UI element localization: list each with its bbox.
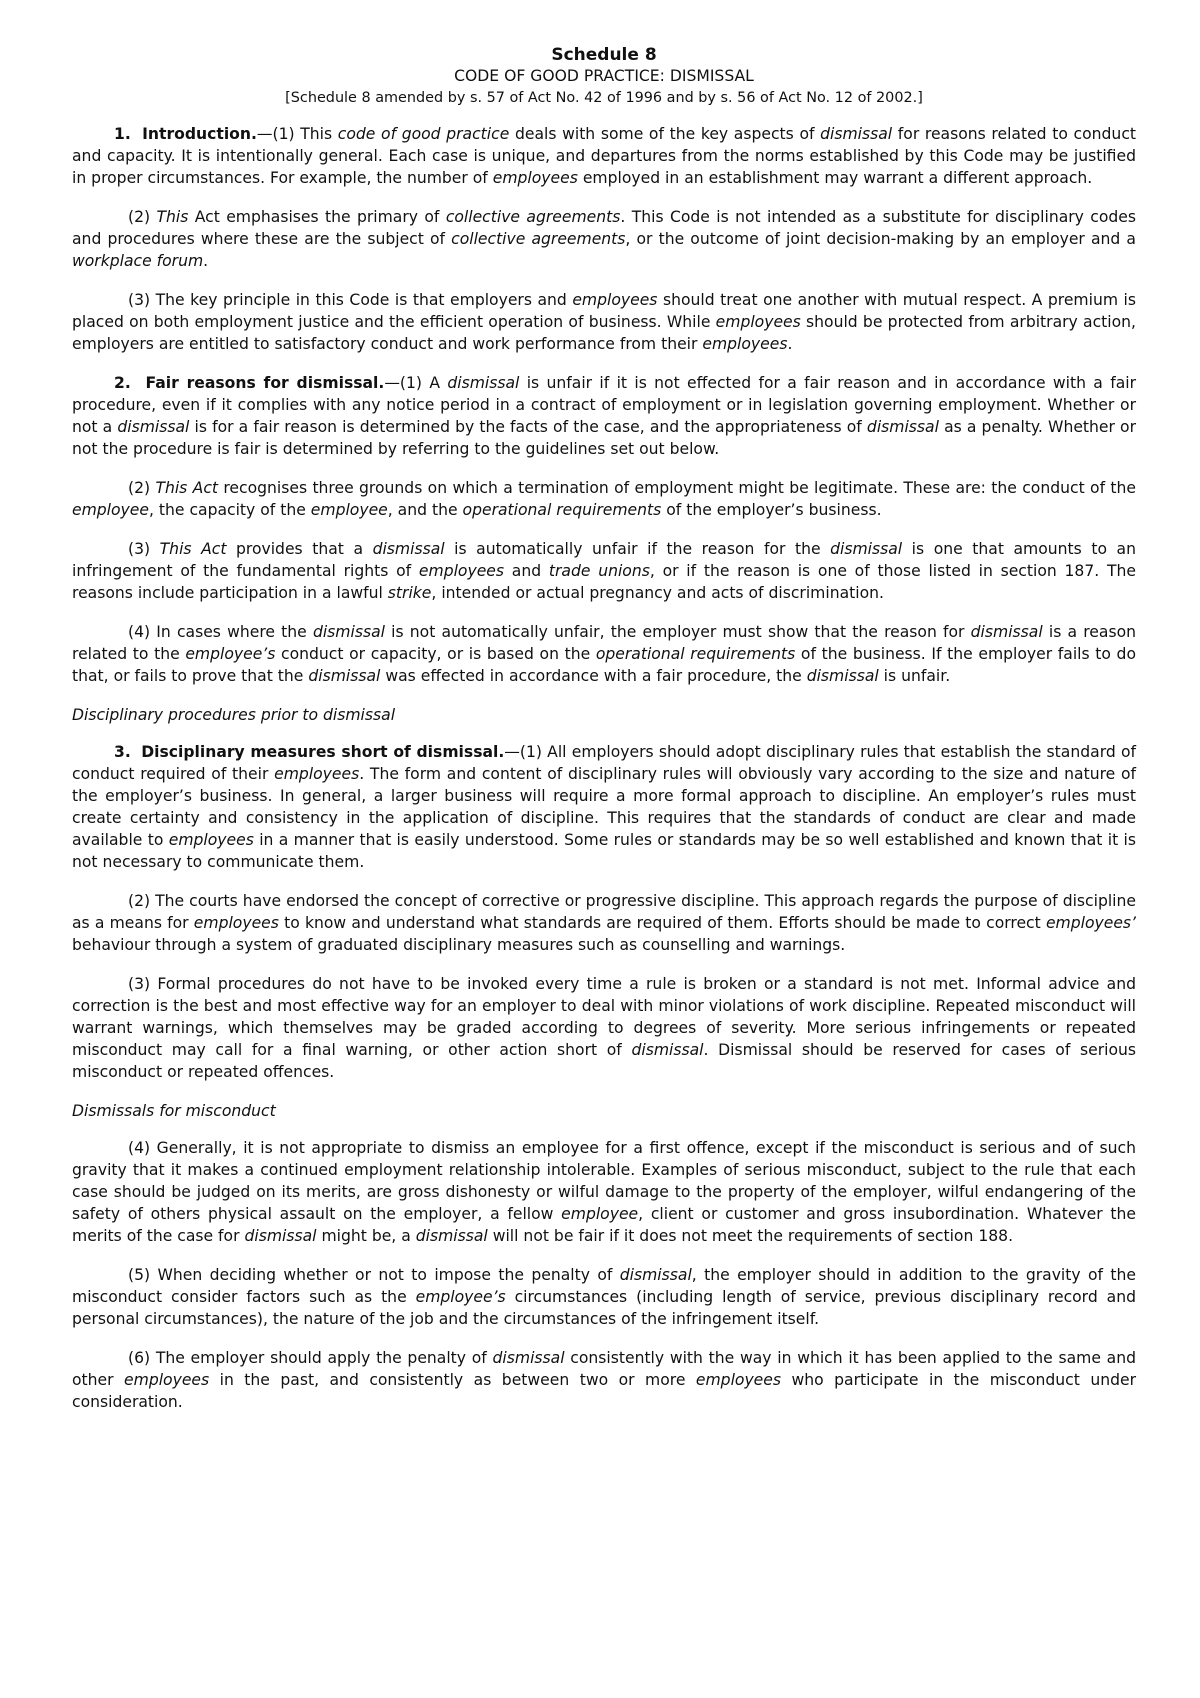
section-3-paragraph-6: (6) The employer should apply the penalty of dismissal consistently with the way in which it has been applied to the same and other employees in the past, and consistently as between two or more employees who participate in the misconduct under consideration. <box>72 1349 1137 1411</box>
section-2-paragraph-3: (3) This Act provides that a dismissal is automatically unfair if the reason for the dismissal is one that amounts to an infringement of the fundamental rights of employees and trade unions, or if the reason is one of those listed in section 187. The reasons include participation in a lawful strike, intended or actual pregnancy and acts of discrimination. <box>72 540 1136 602</box>
section-1-paragraph-2: (2) This Act emphasises the primary of collective agreements. This Code is not intended as a substitute for disciplinary codes and procedures where these are the subject of collective agreements, or the outcome of joint decision-making by an employer and a workplace forum. <box>72 208 1137 270</box>
subheading-disciplinary-procedures: Disciplinary procedures prior to dismissal <box>72 706 396 724</box>
section-2-paragraph-1: 2. Fair reasons for dismissal.—(1) A dismissal is unfair if it is not effected for a fair reason and in accordance with a fair procedure, even if it complies with any notice period in a contract of employment or in legislation governing employment. Whether or not a dismissal is for a fair reason is determined by the facts of the case, and the appropriateness of dismissal as a penalty. Whether or not the procedure is fair is determined by referring to the guidelines set out below. <box>72 374 1136 458</box>
document-subtitle: CODE OF GOOD PRACTICE: DISMISSAL <box>454 67 754 85</box>
section-1-paragraph-1: 1. Introduction.—(1) This code of good practice deals with some of the key aspects of dismissal for reasons related to conduct and capacity. It is intentionally general. Each case is unique, and departures from the norms established by this Code may be justified in proper circumstances. For example, the number of employees employed in an establishment may warrant a different approach. <box>72 125 1137 187</box>
section-2-paragraph-4: (4) In cases where the dismissal is not automatically unfair, the employer must show that the reason for dismissal is a reason related to the employee’s conduct or capacity, or is based on the operational requirements of the business. If the employer fails to do that, or fails to prove that the dismissal was effected in accordance with a fair procedure, the dismissal is unfair. <box>72 623 1137 685</box>
section-3-paragraph-1: 3. Disciplinary measures short of dismissal.—(1) All employers should adopt disciplinary rules that establish the standard of conduct required of their employees. The form and content of disciplinary rules will obviously vary according to the size and nature of the employer’s business. In general, a larger business will require a more formal approach to discipline. An employer’s rules must create certainty and consistency in the application of discipline. This requires that the standards of conduct are clear and made available to employees in a manner that is easily understood. Some rules or standards may be so well established and known that it is not necessary to communicate them. <box>72 743 1137 871</box>
section-3-paragraph-3: (3) Formal procedures do not have to be invoked every time a rule is broken or a standard is not met. Informal advice and correction is the best and most effective way for an employer to deal with minor violations of work discipline. Repeated misconduct will warrant warnings, which themselves may be graded according to degrees of severity. More serious infringements or repeated misconduct may call for a final warning, or other action short of dismissal. Dismissal should be reserved for cases of serious misconduct or repeated offences. <box>72 975 1137 1081</box>
section-1-paragraph-3: (3) The key principle in this Code is that employers and employees should treat one another with mutual respect. A premium is placed on both employment justice and the efficient operation of business. While employees should be protected from arbitrary action, employers are entitled to satisfactory conduct and work performance from their employees. <box>72 291 1136 353</box>
document-page <box>72 44 1136 1430</box>
amendment-note: [Schedule 8 amended by s. 57 of Act No. 42 of 1996 and by s. 56 of Act No. 12 of 2002.] <box>285 90 923 106</box>
section-2-paragraph-2: (2) This Act recognises three grounds on which a termination of employment might be legitimate. These are: the conduct of the employee, the capacity of the employee, and the operational requirements of the employer’s business. <box>72 479 1136 519</box>
section-3-number: 3. <box>114 743 131 761</box>
document-title: Schedule 8 <box>551 45 657 65</box>
section-3-paragraph-5: (5) When deciding whether or not to impose the penalty of dismissal, the employer should in addition to the gravity of the misconduct consider factors such as the employee’s circumstances (including length of service, previous disciplinary record and personal circumstances), the nature of the job and the circumstances of the infringement itself. <box>72 1266 1136 1328</box>
section-3-paragraph-4: (4) Generally, it is not appropriate to dismiss an employee for a first offence, except if the misconduct is serious and of such gravity that it makes a continued employment relationship intolerable. Examples of serious misconduct, subject to the rule that each case should be judged on its merits, are gross dishonesty or wilful damage to the property of the employer, wilful endangering of the safety of others physical assault on the employer, a fellow employee, client or customer and gross insubordination. Whatever the merits of the case for dismissal might be, a dismissal will not be fair if it does not meet the requirements of section 188. <box>72 1139 1136 1245</box>
section-1-number: 1. <box>114 125 131 143</box>
section-3-heading: Disciplinary measures short of dismissal. <box>141 743 505 761</box>
section-1-heading: Introduction. <box>142 125 257 143</box>
subheading-dismissals-for-misconduct: Dismissals for misconduct <box>72 1102 276 1120</box>
section-2-heading: Fair reasons for dismissal. <box>145 374 385 392</box>
section-3-paragraph-2: (2) The courts have endorsed the concept of corrective or progressive discipline. This approach regards the purpose of discipline as a means for employees to know and understand what standards are required of them. Efforts should be made to correct employees’ behaviour through a system of graduated disciplinary measures such as counselling and warnings. <box>72 892 1136 954</box>
section-2-number: 2. <box>114 374 131 392</box>
